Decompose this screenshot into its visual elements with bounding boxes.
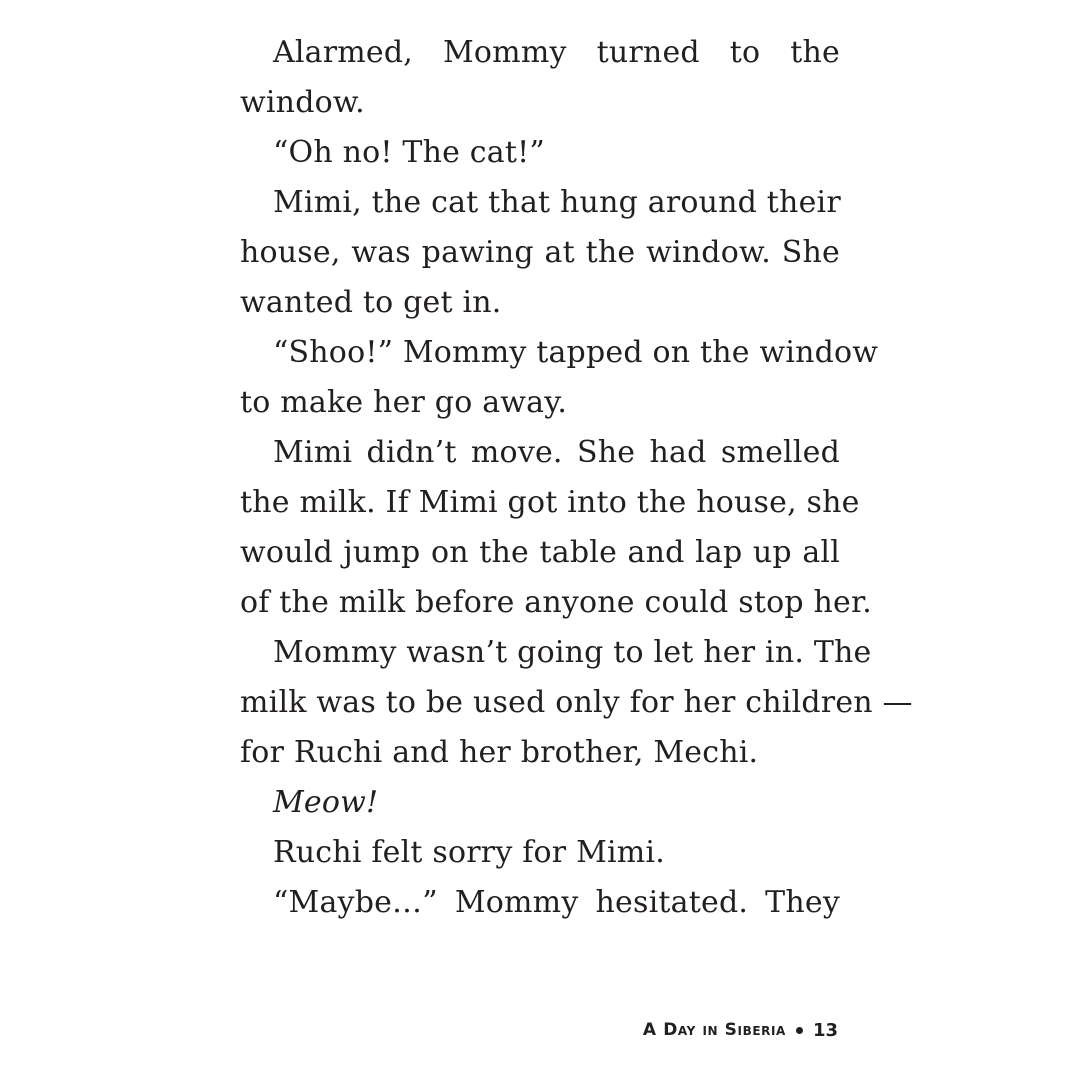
bullet-icon [796, 1027, 803, 1034]
text-line: “Maybe…” Mommy hesitated. They [273, 885, 840, 920]
text-line: Ruchi felt sorry for Mimi. [273, 835, 665, 870]
text-line: to make her go away. [240, 385, 568, 420]
text-line: Mommy wasn’t going to let her in. The [273, 635, 872, 670]
text-line: Mimi didn’t move. She had smelled [273, 435, 840, 470]
text-line: “Oh no! The cat!” [273, 135, 545, 170]
text-line: window. [240, 85, 365, 120]
text-line: Mimi, the cat that hung around their [273, 185, 841, 220]
text-line: Meow! [273, 785, 379, 820]
text-line: would jump on the table and lap up all [240, 535, 840, 570]
text-line: wanted to get in. [240, 285, 502, 320]
body-text [240, 28, 913, 928]
running-footer [643, 1016, 838, 1044]
book-title: A Day in Siberia [642, 1020, 786, 1040]
page-number: 13 [812, 1019, 838, 1041]
text-line: milk was to be used only for her children — [240, 685, 913, 720]
text-line: for Ruchi and her brother, Mechi. [240, 735, 759, 770]
text-line: “Shoo!” Mommy tapped on the window [273, 335, 879, 370]
text-line: of the milk before anyone could stop her. [240, 585, 872, 620]
text-line: house, was pawing at the window. She [240, 235, 840, 270]
text-line: the milk. If Mimi got into the house, she [240, 485, 860, 520]
text-line: Alarmed, Mommy turned to the [273, 35, 840, 70]
